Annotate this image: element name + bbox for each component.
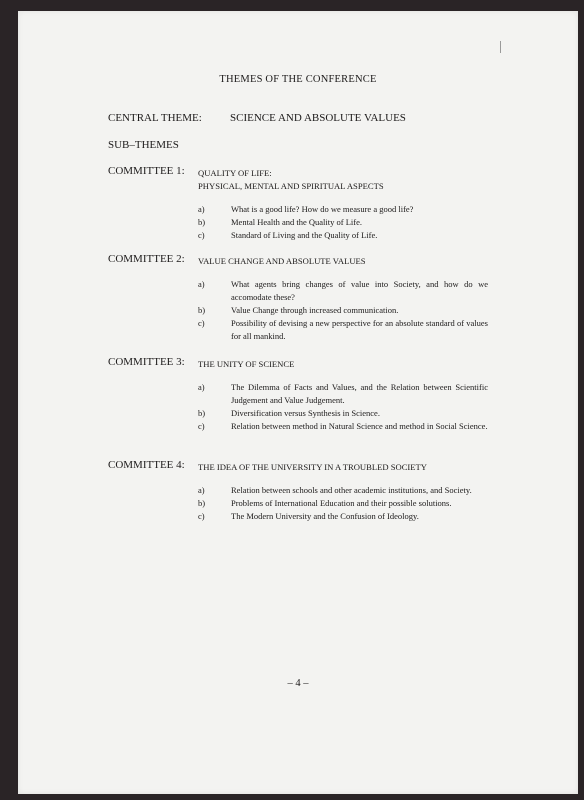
item-letter: b) xyxy=(198,498,206,508)
item-letter: a) xyxy=(198,204,205,214)
central-theme-label: CENTRAL THEME: xyxy=(108,112,202,124)
committee-label: COMMITTEE 4: xyxy=(108,459,185,471)
subthemes-heading: SUB–THEMES xyxy=(108,139,179,151)
committee-heading-line: VALUE CHANGE AND ABSOLUTE VALUES xyxy=(198,256,366,266)
list-item xyxy=(198,203,488,216)
list-item xyxy=(198,510,488,523)
item-letter: b) xyxy=(198,217,206,227)
item-letter: a) xyxy=(198,279,205,289)
list-item xyxy=(198,229,488,242)
committee-heading-line: THE IDEA OF THE UNIVERSITY IN A TROUBLED SOCIETY xyxy=(198,462,428,472)
list-item xyxy=(198,304,488,317)
item-letter: c) xyxy=(198,421,205,431)
committee-heading xyxy=(198,358,294,371)
list-item xyxy=(198,216,488,229)
item-letter: c) xyxy=(198,511,205,521)
committee-items xyxy=(198,278,488,343)
item-text: What is a good life? How do we measure a good life? xyxy=(231,204,414,214)
item-text: Relation between schools and other academic institutions, and Society. xyxy=(231,485,472,495)
item-text: The Dilemma of Facts and Values, and the Relation between Scientific Judgement and Value Judgement. xyxy=(231,382,488,405)
item-text: What agents bring changes of value into Society, and how do we accomodate these? xyxy=(231,279,488,302)
list-item xyxy=(198,317,488,343)
committee-heading-line: THE UNITY OF SCIENCE xyxy=(198,359,295,369)
item-text: Value Change through increased communication. xyxy=(231,305,399,315)
item-letter: b) xyxy=(198,408,206,418)
page-number: – 4 – xyxy=(287,678,309,689)
committee-heading xyxy=(198,255,366,268)
page-title: THEMES OF THE CONFERENCE xyxy=(219,74,377,85)
committee-items xyxy=(198,484,488,523)
item-text: Mental Health and the Quality of Life. xyxy=(231,217,362,227)
list-item xyxy=(198,278,488,304)
list-item xyxy=(198,407,488,420)
item-letter: c) xyxy=(198,230,205,240)
committee-label: COMMITTEE 3: xyxy=(108,356,185,368)
committee-label: COMMITTEE 2: xyxy=(108,253,185,265)
item-text: Standard of Living and the Quality of Life. xyxy=(231,230,378,240)
central-theme-value: SCIENCE AND ABSOLUTE VALUES xyxy=(230,112,406,124)
paper-mark xyxy=(500,41,501,53)
item-letter: b) xyxy=(198,305,206,315)
list-item xyxy=(198,381,488,407)
committee-label: COMMITTEE 1: xyxy=(108,165,185,177)
item-text: Problems of International Education and their possible solutions. xyxy=(231,498,452,508)
list-item xyxy=(198,484,488,497)
item-letter: a) xyxy=(198,382,205,392)
item-text: Relation between method in Natural Science and method in Social Science. xyxy=(231,421,488,431)
committee-items xyxy=(198,203,488,242)
committee-items xyxy=(198,381,488,433)
committee-heading xyxy=(198,167,384,193)
committee-heading-line: QUALITY OF LIFE: xyxy=(198,168,272,178)
document-page xyxy=(18,11,578,794)
item-letter: a) xyxy=(198,485,205,495)
committee-heading-line: PHYSICAL, MENTAL AND SPIRITUAL ASPECTS xyxy=(198,181,384,191)
list-item xyxy=(198,497,488,510)
list-item xyxy=(198,420,488,433)
committee-heading xyxy=(198,461,427,474)
item-letter: c) xyxy=(198,318,205,328)
item-text: Diversification versus Synthesis in Science. xyxy=(231,408,380,418)
item-text: Possibility of devising a new perspective for an absolute standard of values for all mankind. xyxy=(231,318,488,341)
item-text: The Modern University and the Confusion of Ideology. xyxy=(231,511,419,521)
